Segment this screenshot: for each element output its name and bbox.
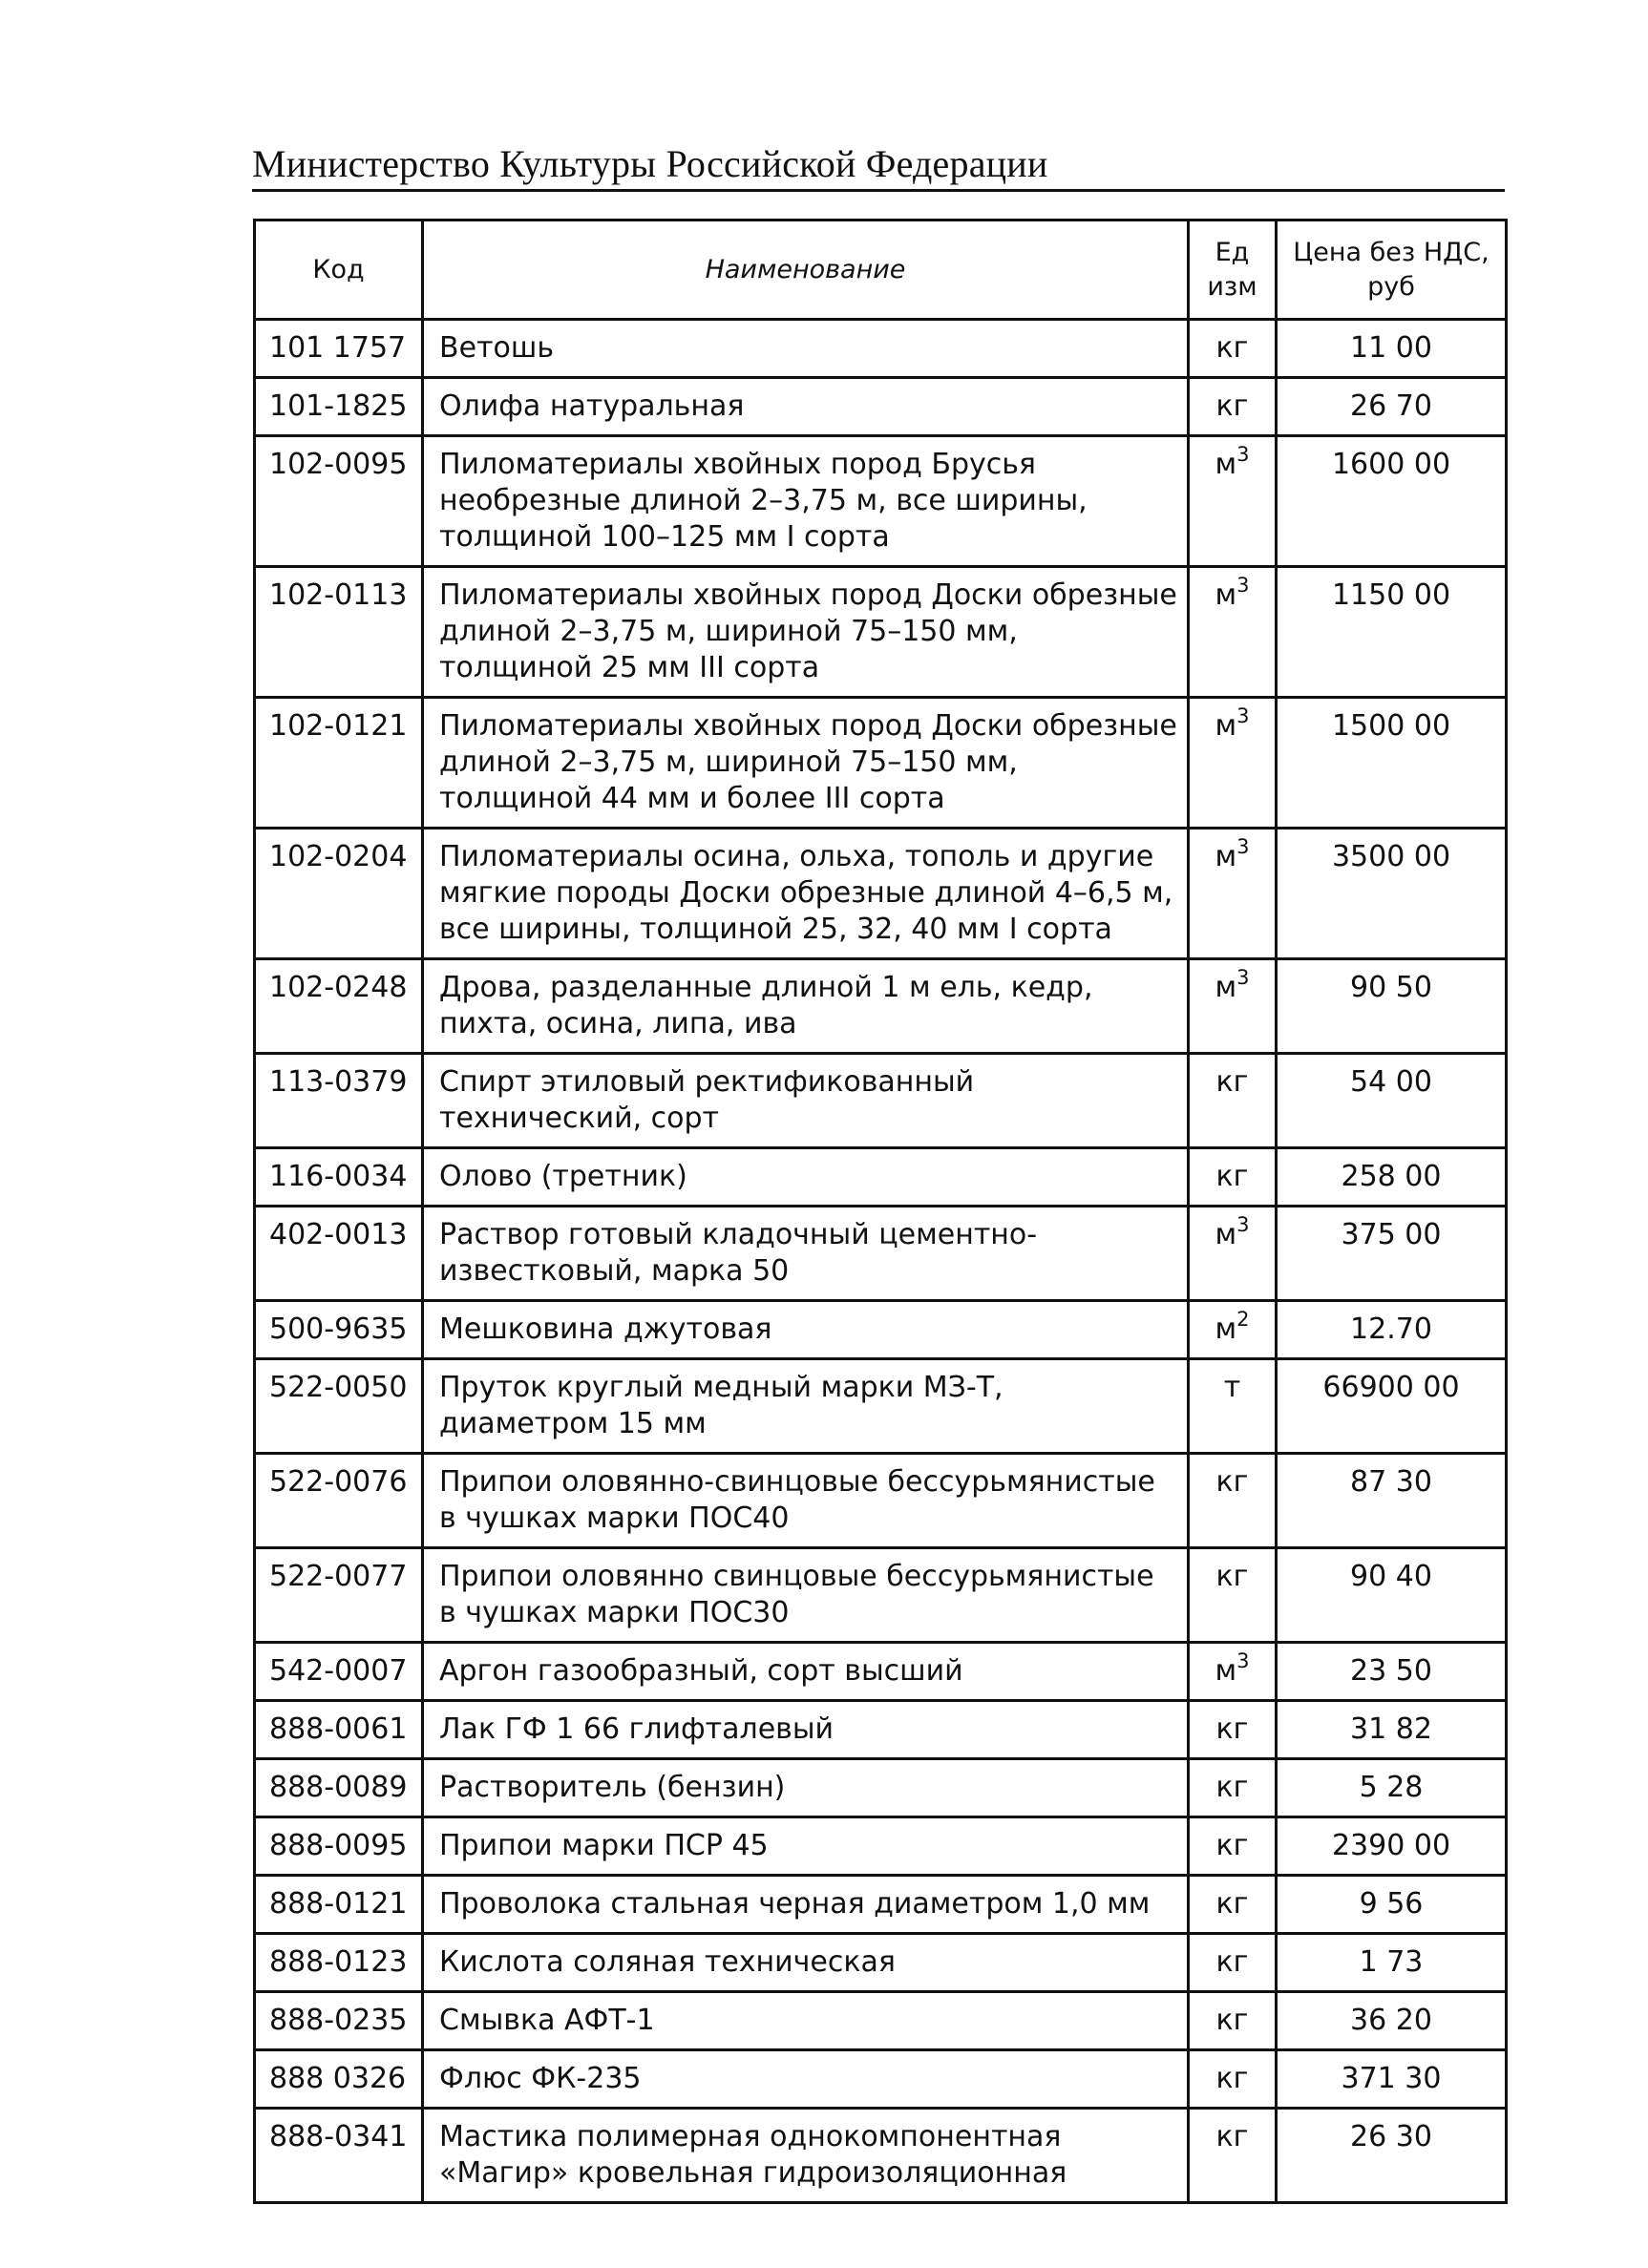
item-price: 36 20 [1277, 1992, 1507, 2050]
unit-label: кг [1215, 2004, 1249, 2037]
item-price: 54 00 [1277, 1054, 1507, 1148]
item-unit [1189, 1817, 1277, 1876]
table-row [255, 2109, 1507, 2203]
item-unit [1189, 698, 1277, 829]
unit-label: кг [1215, 1065, 1249, 1099]
table-row [255, 829, 1507, 959]
item-price: 371 30 [1277, 2050, 1507, 2109]
table-row [255, 1992, 1507, 2050]
item-code: 888 0326 [255, 2050, 423, 2109]
item-price: 1600 00 [1277, 436, 1507, 567]
item-code: 102-0248 [255, 959, 423, 1054]
item-name: Припои оловянно-свинцовые бессурьмянистые в чушках марки ПОС40 [423, 1454, 1189, 1548]
column-header-unit: Ед изм [1189, 220, 1277, 320]
item-unit [1189, 829, 1277, 959]
column-header-name: Наименование [423, 220, 1189, 320]
table-row [255, 698, 1507, 829]
item-price: 26 70 [1277, 378, 1507, 436]
unit-label: м [1215, 840, 1237, 873]
item-unit [1189, 1701, 1277, 1759]
item-price: 258 00 [1277, 1148, 1507, 1207]
item-code: 888-0123 [255, 1934, 423, 1992]
item-name: Пиломатериалы осина, ольха, тополь и другие мягкие породы Доски обрезные длиной 4–6,5 м, все ширины, толщиной 25, 32, 40 мм I сорта [423, 829, 1189, 959]
item-price: 375 00 [1277, 1207, 1507, 1301]
item-code: 522-0050 [255, 1359, 423, 1454]
item-name: Спирт этиловый ректификованный технический, сорт [423, 1054, 1189, 1148]
unit-exponent: 3 [1236, 443, 1250, 466]
item-code: 402-0013 [255, 1207, 423, 1301]
item-name: Лак ГФ 1 66 глифталевый [423, 1701, 1189, 1759]
table-row [255, 2050, 1507, 2109]
item-unit [1189, 567, 1277, 698]
table-row [255, 1207, 1507, 1301]
item-unit [1189, 1759, 1277, 1817]
item-price: 23 50 [1277, 1643, 1507, 1701]
item-code: 102-0204 [255, 829, 423, 959]
item-unit [1189, 1054, 1277, 1148]
table-body [255, 320, 1507, 2203]
item-unit [1189, 1207, 1277, 1301]
unit-label: кг [1215, 1887, 1249, 1921]
table-row [255, 567, 1507, 698]
table-row [255, 1876, 1507, 1934]
item-unit [1189, 2109, 1277, 2203]
item-price: 90 50 [1277, 959, 1507, 1054]
item-name: Смывка АФТ-1 [423, 1992, 1189, 2050]
page-title: Министерство Культуры Российской Федерации [252, 142, 1048, 185]
item-unit [1189, 1301, 1277, 1359]
table-row [255, 1701, 1507, 1759]
item-name: Раствор готовый кладочный цементно-известковый, марка 50 [423, 1207, 1189, 1301]
item-code: 101-1825 [255, 378, 423, 436]
item-name: Аргон газообразный, сорт высший [423, 1643, 1189, 1701]
unit-label: кг [1215, 1160, 1249, 1193]
item-name: Флюс ФК-235 [423, 2050, 1189, 2109]
unit-exponent: 3 [1236, 966, 1250, 989]
item-price: 87 30 [1277, 1454, 1507, 1548]
item-name: Пиломатериалы хвойных пород Доски обрезные длиной 2–3,75 м, шириной 75–150 мм, толщиной 44 мм и более III сорта [423, 698, 1189, 829]
item-price: 12.70 [1277, 1301, 1507, 1359]
item-price: 31 82 [1277, 1701, 1507, 1759]
item-name: Припои оловянно свинцовые бессурьмянистые в чушках марки ПОС30 [423, 1548, 1189, 1643]
unit-exponent: 3 [1236, 1649, 1250, 1672]
item-code: 522-0077 [255, 1548, 423, 1643]
item-unit [1189, 1934, 1277, 1992]
table-row [255, 378, 1507, 436]
item-code: 888-0089 [255, 1759, 423, 1817]
item-unit [1189, 1643, 1277, 1701]
unit-exponent: 3 [1236, 1213, 1250, 1236]
item-name: Кислота соляная техническая [423, 1934, 1189, 1992]
table-row [255, 1817, 1507, 1876]
item-code: 888-0235 [255, 1992, 423, 2050]
item-unit [1189, 378, 1277, 436]
item-unit [1189, 1548, 1277, 1643]
unit-label: м [1215, 971, 1237, 1004]
unit-label: м [1215, 578, 1237, 612]
item-unit [1189, 1454, 1277, 1548]
unit-label: кг [1215, 2120, 1249, 2153]
item-name: Проволока стальная черная диаметром 1,0 мм [423, 1876, 1189, 1934]
unit-exponent: 2 [1236, 1308, 1250, 1331]
item-name: Пиломатериалы хвойных пород Брусья необрезные длиной 2–3,75 м, все ширины, толщиной 100–125 мм I сорта [423, 436, 1189, 567]
unit-exponent: 3 [1236, 704, 1250, 727]
table-row [255, 320, 1507, 378]
table-row [255, 1548, 1507, 1643]
item-code: 102-0121 [255, 698, 423, 829]
item-name: Пруток круглый медный марки МЗ-Т, диаметром 15 мм [423, 1359, 1189, 1454]
item-price: 3500 00 [1277, 829, 1507, 959]
item-unit [1189, 959, 1277, 1054]
item-unit [1189, 1359, 1277, 1454]
table-header [255, 220, 1507, 320]
item-code: 116-0034 [255, 1148, 423, 1207]
item-price: 1150 00 [1277, 567, 1507, 698]
item-code: 522-0076 [255, 1454, 423, 1548]
table-row [255, 436, 1507, 567]
item-unit [1189, 2050, 1277, 2109]
unit-label: кг [1215, 1712, 1249, 1746]
item-unit [1189, 1148, 1277, 1207]
item-price: 1 73 [1277, 1934, 1507, 1992]
item-code: 888-0121 [255, 1876, 423, 1934]
table-row [255, 1301, 1507, 1359]
item-name: Припои марки ПСР 45 [423, 1817, 1189, 1876]
item-code: 888-0341 [255, 2109, 423, 2203]
column-header-price: Цена без НДС, руб [1277, 220, 1507, 320]
item-name: Мешковина джутовая [423, 1301, 1189, 1359]
table-row [255, 1643, 1507, 1701]
item-name: Олифа натуральная [423, 378, 1189, 436]
unit-label: кг [1215, 2062, 1249, 2095]
item-price: 9 56 [1277, 1876, 1507, 1934]
item-code: 500-9635 [255, 1301, 423, 1359]
item-price: 66900 00 [1277, 1359, 1507, 1454]
item-name: Мастика полимерная однокомпонентная «Магир» кровельная гидроизоляционная [423, 2109, 1189, 2203]
item-unit [1189, 436, 1277, 567]
item-unit [1189, 1992, 1277, 2050]
table-row [255, 959, 1507, 1054]
unit-label: м [1215, 1654, 1237, 1688]
item-price: 90 40 [1277, 1548, 1507, 1643]
unit-label: кг [1215, 1829, 1249, 1862]
table-row [255, 1759, 1507, 1817]
unit-label: кг [1215, 1465, 1249, 1499]
item-price: 1500 00 [1277, 698, 1507, 829]
unit-label: т [1223, 1371, 1241, 1404]
price-table [253, 219, 1508, 2204]
page-header [252, 141, 1505, 192]
item-name: Ветошь [423, 320, 1189, 378]
unit-exponent: 3 [1236, 835, 1250, 858]
table-row [255, 1454, 1507, 1548]
unit-label: кг [1215, 331, 1249, 365]
item-name: Олово (третник) [423, 1148, 1189, 1207]
table-row [255, 1148, 1507, 1207]
item-code: 113-0379 [255, 1054, 423, 1148]
unit-label: м [1215, 448, 1237, 481]
unit-label: м [1215, 1218, 1237, 1251]
item-price: 11 00 [1277, 320, 1507, 378]
item-code: 102-0095 [255, 436, 423, 567]
item-price: 5 28 [1277, 1759, 1507, 1817]
item-unit [1189, 1876, 1277, 1934]
item-code: 888-0061 [255, 1701, 423, 1759]
item-name: Пиломатериалы хвойных пород Доски обрезные длиной 2–3,75 м, шириной 75–150 мм, толщиной 25 мм III сорта [423, 567, 1189, 698]
unit-exponent: 3 [1236, 574, 1250, 597]
column-header-code: Код [255, 220, 423, 320]
item-unit [1189, 320, 1277, 378]
item-code: 542-0007 [255, 1643, 423, 1701]
item-price: 2390 00 [1277, 1817, 1507, 1876]
unit-label: кг [1215, 1560, 1249, 1593]
unit-label: м [1215, 709, 1237, 743]
item-code: 888-0095 [255, 1817, 423, 1876]
header-row [255, 220, 1507, 320]
unit-label: кг [1215, 1771, 1249, 1804]
unit-label: кг [1215, 389, 1249, 423]
item-code: 101 1757 [255, 320, 423, 378]
item-name: Дрова, разделанные длиной 1 м ель, кедр, пихта, осина, липа, ива [423, 959, 1189, 1054]
unit-label: м [1215, 1312, 1237, 1346]
item-name: Растворитель (бензин) [423, 1759, 1189, 1817]
table-row [255, 1054, 1507, 1148]
unit-label: кг [1215, 1945, 1249, 1979]
table-row [255, 1359, 1507, 1454]
table-row [255, 1934, 1507, 1992]
item-price: 26 30 [1277, 2109, 1507, 2203]
item-code: 102-0113 [255, 567, 423, 698]
